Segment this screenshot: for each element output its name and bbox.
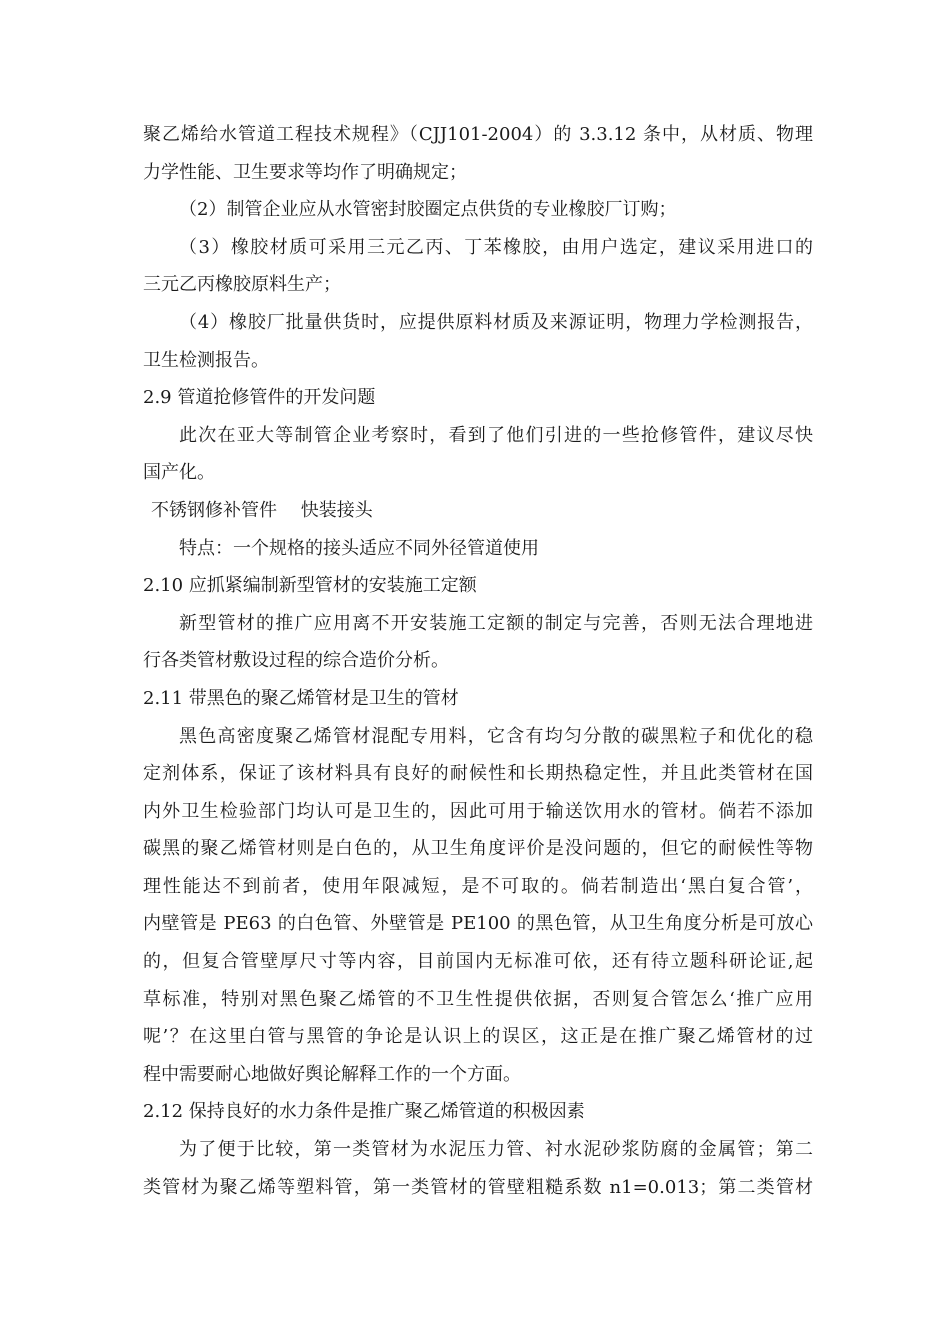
text-line: 理性能达不到前者，使用年限减短，是不可取的。倘若制造出‘黑白复合管’，	[143, 875, 813, 897]
text-line: 三元乙丙橡胶原料生产；	[143, 274, 341, 296]
section-heading: 2.11 带黑色的聚乙烯管材是卫生的管材	[143, 687, 459, 709]
text-line: 呢’？在这里白管与黑管的争论是认识上的误区，这正是在推广聚乙烯管材的过	[143, 1026, 813, 1048]
text-line: 的，但复合管壁厚尺寸等内容，目前国内无标准可依，还有待立题科研论证,起	[143, 951, 813, 973]
text-line: 碳黑的聚乙烯管材则是白色的，从卫生角度评价是没问题的，但它的耐候性等物	[143, 838, 813, 860]
text-line: （3）橡胶材质可采用三元乙丙、丁苯橡胶，由用户选定，建议采用进口的	[179, 236, 813, 258]
text-line: 草标准，特别对黑色聚乙烯管的不卫生性提供依据，否则复合管怎么‘推广应用	[143, 988, 813, 1010]
text-line: 国产化。	[143, 462, 215, 484]
text-line: 聚乙烯给水管道工程技术规程》（CJJ101-2004）的 3.3.12 条中，从材质、物理	[143, 124, 813, 145]
text-line: 新型管材的推广应用离不开安装施工定额的制定与完善，否则无法合理地进	[179, 612, 813, 634]
section-heading: 2.10 应抓紧编制新型管材的安装施工定额	[143, 575, 477, 597]
text-line: 定剂体系，保证了该材料具有良好的耐候性和长期热稳定性，并且此类管材在国	[143, 763, 813, 785]
text-line: 程中需要耐心地做好舆论解释工作的一个方面。	[143, 1063, 521, 1085]
text-line: 力学性能、卫生要求等均作了明确规定；	[143, 161, 467, 183]
text-line: 卫生检测报告。	[143, 349, 269, 371]
section-heading: 2.9 管道抢修管件的开发问题	[143, 387, 376, 409]
section-heading: 2.12 保持良好的水力条件是推广聚乙烯管道的积极因素	[143, 1101, 585, 1123]
text-line: （2）制管企业应从水管密封胶圈定点供货的专业橡胶厂订购；	[179, 199, 677, 221]
text-line: 内外卫生检验部门均认可是卫生的，因此可用于输送饮用水的管材。倘若不添加	[143, 800, 813, 822]
text-line: 此次在亚大等制管企业考察时，看到了他们引进的一些抢修管件，建议尽快	[179, 424, 813, 446]
text-line: 黑色高密度聚乙烯管材混配专用料，它含有均匀分散的碳黑粒子和优化的稳	[179, 725, 813, 747]
text-line: 行各类管材敷设过程的综合造价分析。	[143, 650, 449, 672]
text-line: 不锈钢修补管件 快装接头	[151, 499, 373, 521]
text-line: 内壁管是 PE63 的白色管、外壁管是 PE100 的黑色管，从卫生角度分析是可放心	[143, 913, 813, 935]
text-line: 特点：一个规格的接头适应不同外径管道使用	[179, 537, 539, 559]
text-line: （4）橡胶厂批量供货时，应提供原料材质及来源证明，物理力学检测报告，	[179, 311, 813, 333]
text-line: 为了便于比较，第一类管材为水泥压力管、衬水泥砂浆防腐的金属管；第二	[179, 1139, 813, 1161]
document-body	[143, 116, 813, 1206]
text-line: 类管材为聚乙烯等塑料管，第一类管材的管壁粗糙系数 n1=0.013；第二类管材	[143, 1176, 813, 1198]
